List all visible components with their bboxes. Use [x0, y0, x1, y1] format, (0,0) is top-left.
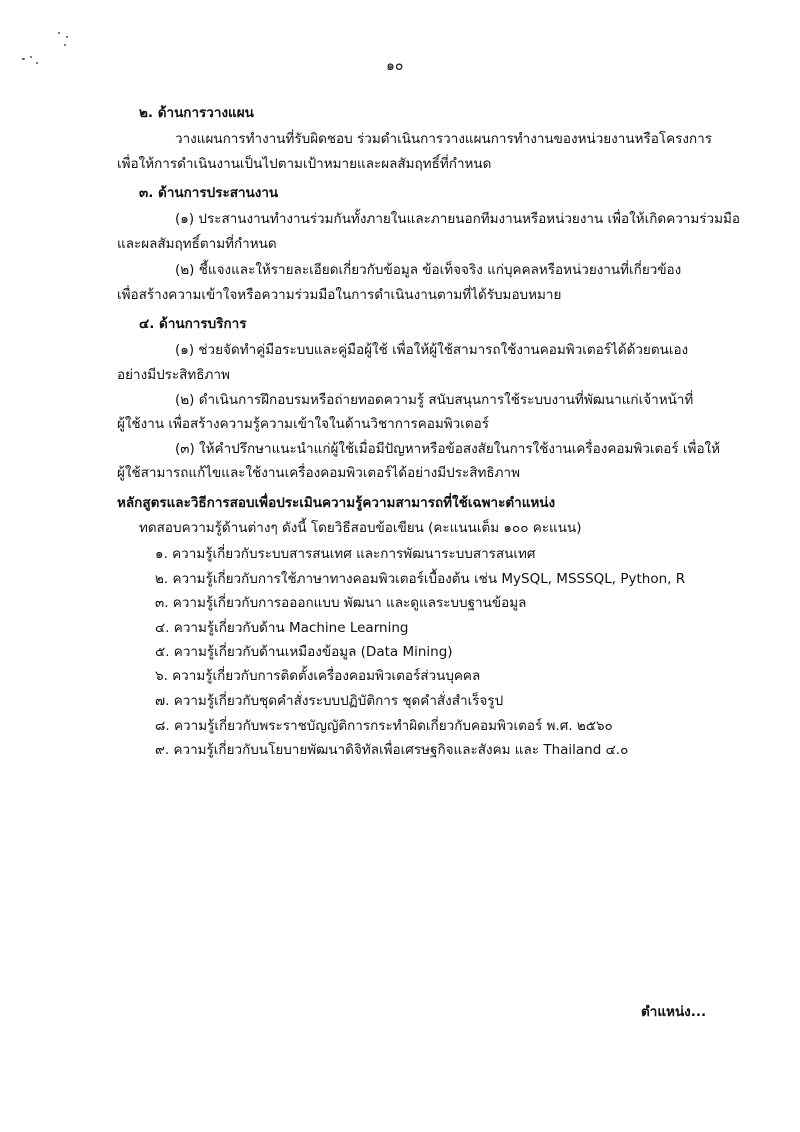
exam-item: ๖. ความรู้เกี่ยวกับการติดตั้งเครื่องคอมพิวเตอร์ส่วนบุคคล	[155, 668, 481, 684]
section-text-line: อย่างมีประสิทธิภาพ	[117, 367, 230, 383]
section-text-line: (๑) ประสานงานทำงานร่วมกันทั้งภายในและภายนอกทีมงานหรือหน่วยงาน เพื่อให้เกิดความร่วมมือ	[175, 211, 741, 227]
section-text-line: (๒) ชี้แจงและให้รายละเอียดเกี่ยวกับข้อมูล ข้อเท็จจริง แก่บุคคลหรือหน่วยงานที่เกี่ยวข้อง	[175, 262, 682, 278]
scan-speck	[36, 62, 38, 64]
exam-item: ๓. ความรู้เกี่ยวกับการอออกแบบ พัฒนา และดูแลระบบฐานข้อมูล	[155, 595, 527, 611]
section-heading-planning: ๒. ด้านการวางแผน	[139, 105, 254, 121]
exam-item: ๙. ความรู้เกี่ยวกับนโยบายพัฒนาดิจิทัลเพื่อเศรษฐกิจและสังคม และ Thailand ๔.๐	[155, 742, 629, 758]
continuation-marker: ตำแหน่ง...	[641, 1004, 707, 1020]
exam-item: ๘. ความรู้เกี่ยวกับพระราชบัญญัติการกระทำผิดเกี่ยวกับคอมพิวเตอร์ พ.ศ. ๒๕๖๐	[155, 718, 613, 734]
section-heading-service: ๔. ด้านการบริการ	[139, 316, 247, 332]
exam-item: ๕. ความรู้เกี่ยวกับด้านเหมืองข้อมูล (Data Mining)	[155, 644, 453, 660]
exam-item: ๒. ความรู้เกี่ยวกับการใช้ภาษาทางคอมพิวเตอร์เบื้องต้น เช่น MySQL, MSSSQL, Python, R	[155, 571, 686, 587]
scan-speck	[30, 56, 32, 58]
section-heading-coordination: ๓. ด้านการประสานงาน	[139, 185, 279, 201]
exam-intro: ทดสอบความรู้ด้านต่างๆ ดังนี้ โดยวิธีสอบข้อเขียน (คะแนนเต็ม ๑๐๐ คะแนน)	[139, 520, 582, 536]
section-text-line: (๑) ช่วยจัดทำคู่มือระบบและคู่มือผู้ใช้ เพื่อให้ผู้ใช้สามารถใช้งานคอมพิวเตอร์ได้ด้วยตนเอง	[175, 342, 689, 358]
exam-item: ๑. ความรู้เกี่ยวกับระบบสารสนเทศ และการพัฒนาระบบสารสนเทศ	[155, 546, 536, 562]
scan-speck	[64, 44, 66, 46]
section-text-line: วางแผนการทำงานที่รับผิดชอบ ร่วมดำเนินการวางแผนการทำงานของหน่วยงานหรือโครงการ	[175, 131, 712, 147]
exam-heading: หลักสูตรและวิธีการสอบเพื่อประเมินความรู้ความสามารถที่ใช้เฉพาะตำแหน่ง	[117, 495, 556, 511]
exam-item: ๗. ความรู้เกี่ยวกับชุดคำสั่งระบบปฏิบัติการ ชุดคำสั่งสำเร็จรูป	[155, 693, 504, 709]
scan-speck	[66, 36, 68, 38]
scan-speck	[22, 58, 25, 60]
section-text-line: และผลสัมฤทธิ์ตามที่กำหนด	[117, 236, 277, 252]
section-text-line: (๒) ดำเนินการฝึกอบรมหรือถ่ายทอดความรู้ สนับสนุนการใช้ระบบงานที่พัฒนาแก่เจ้าหน้าที่	[175, 392, 694, 408]
page-number: ๑๐	[386, 58, 404, 74]
section-text-line: ผู้ใช้สามารถแก้ไขและใช้งานเครื่องคอมพิวเตอร์ได้อย่างมีประสิทธิภาพ	[117, 465, 520, 481]
section-text-line: เพื่อให้การดำเนินงานเป็นไปตามเป้าหมายและผลสัมฤทธิ์ที่กำหนด	[117, 156, 492, 172]
section-text-line: (๓) ให้คำปรึกษาแนะนำแก่ผู้ใช้เมื่อมีปัญหาหรือข้อสงสัยในการใช้งานเครื่องคอมพิวเตอร์ เพื่อให้	[175, 441, 721, 457]
exam-item: ๔. ความรู้เกี่ยวกับด้าน Machine Learning	[155, 620, 409, 636]
scan-speck	[58, 32, 60, 34]
section-text-line: เพื่อสร้างความเข้าใจหรือความร่วมมือในการดำเนินงานตามที่ได้รับมอบหมาย	[117, 287, 562, 303]
section-text-line: ผู้ใช้งาน เพื่อสร้างความรู้ความเข้าใจในด้านวิชาการคอมพิวเตอร์	[117, 416, 489, 432]
